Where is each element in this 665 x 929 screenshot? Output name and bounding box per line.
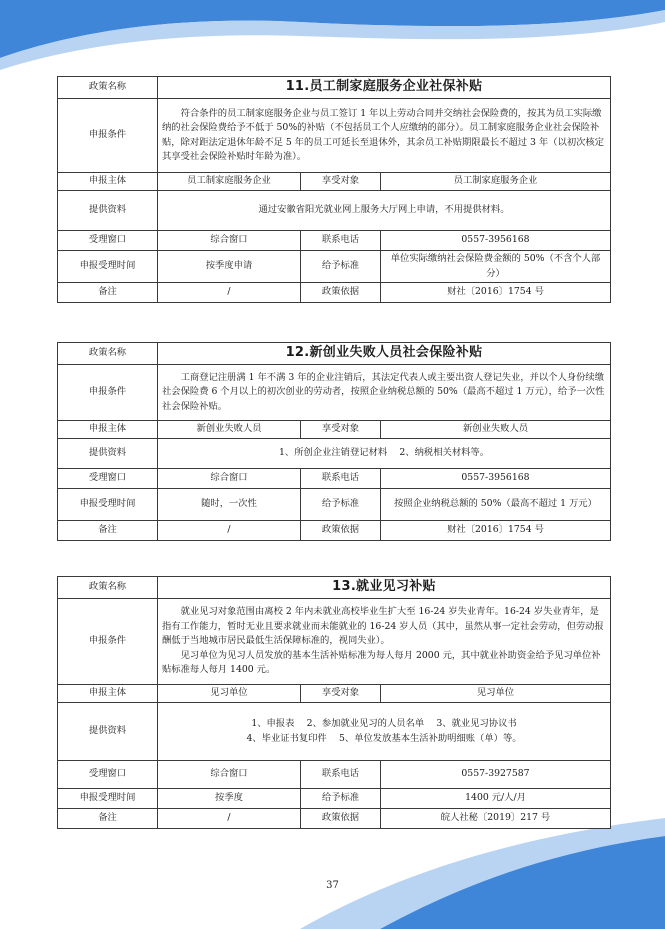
conditions-text: 工商登记注册满 1 年不满 3 年的企业注销后，其法定代表人或主要出资人登记失业，并以个人身份续缴社会保险费 6 个月以上的初次创业的劳动者，按照企业纳税总额的 50%（最高不超过 1 万元），给予一次性社会保险补贴。: [158, 365, 611, 421]
phone-label: 联系电话: [301, 469, 381, 489]
policy-name-label: 政策名称: [58, 343, 158, 365]
conditions-label: 申报条件: [58, 99, 158, 173]
conditions-label: 申报条件: [58, 599, 158, 685]
time-label: 申报受理时间: [58, 489, 158, 521]
standard-value: 按照企业纳税总额的 50%（最高不超过 1 万元）: [381, 489, 611, 521]
subject-value: 员工制家庭服务企业: [158, 173, 301, 191]
policy-table-11: [57, 76, 611, 303]
bottom-wave-decoration: [300, 818, 665, 929]
time-label: 申报受理时间: [58, 251, 158, 283]
basis-label: 政策依据: [301, 809, 381, 829]
window-label: 受理窗口: [58, 469, 158, 489]
policy-title: 13.就业见习补贴: [158, 577, 611, 599]
basis-value: 财社〔2016〕1754 号: [381, 283, 611, 303]
subject-label: 申报主体: [58, 685, 158, 703]
beneficiary-value: 员工制家庭服务企业: [381, 173, 611, 191]
phone-value: 0557-3956168: [381, 231, 611, 251]
window-label: 受理窗口: [58, 231, 158, 251]
window-value: 综合窗口: [158, 469, 301, 489]
policy-name-label: 政策名称: [58, 577, 158, 599]
time-label: 申报受理时间: [58, 789, 158, 809]
policy-table-12: [57, 342, 611, 541]
subject-label: 申报主体: [58, 173, 158, 191]
remarks-label: 备注: [58, 809, 158, 829]
top-wave-decoration: [0, 0, 665, 70]
basis-value: 皖人社秘〔2019〕217 号: [381, 809, 611, 829]
materials-value: 1、申报表 2、参加就业见习的人员名单 3、就业见习协议书 4、毕业证书复印件 5、单位发放基本生活补助明细账（单）等。: [158, 703, 611, 761]
remarks-label: 备注: [58, 283, 158, 303]
materials-value: 1、所创企业注销登记材料 2、纳税相关材料等。: [158, 439, 611, 469]
subject-value: 新创业失败人员: [158, 421, 301, 439]
standard-label: 给予标准: [301, 789, 381, 809]
materials-label: 提供资料: [58, 191, 158, 231]
standard-label: 给予标准: [301, 251, 381, 283]
conditions-label: 申报条件: [58, 365, 158, 421]
window-value: 综合窗口: [158, 231, 301, 251]
time-value: 按季度申请: [158, 251, 301, 283]
basis-label: 政策依据: [301, 283, 381, 303]
phone-label: 联系电话: [301, 761, 381, 789]
materials-value: 通过安徽省阳光就业网上服务大厅网上申请，不用提供材料。: [158, 191, 611, 231]
page-number: 37: [326, 880, 339, 891]
time-value: 随时，一次性: [158, 489, 301, 521]
remarks-value: /: [158, 809, 301, 829]
materials-label: 提供资料: [58, 439, 158, 469]
window-value: 综合窗口: [158, 761, 301, 789]
standard-label: 给予标准: [301, 489, 381, 521]
policy-title: 12.新创业失败人员社会保险补贴: [158, 343, 611, 365]
remarks-label: 备注: [58, 521, 158, 541]
standard-value: 单位实际缴纳社会保险费金额的 50%（不含个人部分）: [381, 251, 611, 283]
beneficiary-value: 见习单位: [381, 685, 611, 703]
materials-label: 提供资料: [58, 703, 158, 761]
conditions-text: 符合条件的员工制家庭服务企业与员工签订 1 年以上劳动合同并交纳社会保险费的，按其为员工实际缴纳的社会保险费给予不低于 50%的补贴（不包括员工个人应缴纳的部分）。员工制家庭服务企业社会保险补贴，除对距法定退休年龄不足 5 年的员工可延长至退休外，其余员工补贴期限最长不超过 3 年（以初次核定其享受社会保险补贴时年龄为准）。: [158, 99, 611, 173]
phone-value: 0557-3956168: [381, 469, 611, 489]
policy-table-13: [57, 576, 611, 829]
beneficiary-value: 新创业失败人员: [381, 421, 611, 439]
basis-value: 财社〔2016〕1754 号: [381, 521, 611, 541]
policy-title: 11.员工制家庭服务企业社保补贴: [158, 77, 611, 99]
phone-value: 0557-3927587: [381, 761, 611, 789]
standard-value: 1400 元/人/月: [381, 789, 611, 809]
policy-name-label: 政策名称: [58, 77, 158, 99]
conditions-text: 就业见习对象范围由离校 2 年内未就业高校毕业生扩大至 16-24 岁失业青年。16-24 岁失业青年，是指有工作能力，暂时无业且要求就业而未能就业的 16-24 岁人员（其中，虽然从事一定社会劳动，但劳动报酬低于当地城市居民最低生活保障标准的，视同失业）。 见习单位为见习人员发放的基本生活补贴标准为每人每月 2000 元，其中就业补助资金给予见习单位补贴标准每人每月 1400 元。: [158, 599, 611, 685]
window-label: 受理窗口: [58, 761, 158, 789]
subject-value: 见习单位: [158, 685, 301, 703]
subject-label: 申报主体: [58, 421, 158, 439]
beneficiary-label: 享受对象: [301, 685, 381, 703]
remarks-value: /: [158, 521, 301, 541]
phone-label: 联系电话: [301, 231, 381, 251]
beneficiary-label: 享受对象: [301, 421, 381, 439]
remarks-value: /: [158, 283, 301, 303]
time-value: 按季度: [158, 789, 301, 809]
beneficiary-label: 享受对象: [301, 173, 381, 191]
basis-label: 政策依据: [301, 521, 381, 541]
